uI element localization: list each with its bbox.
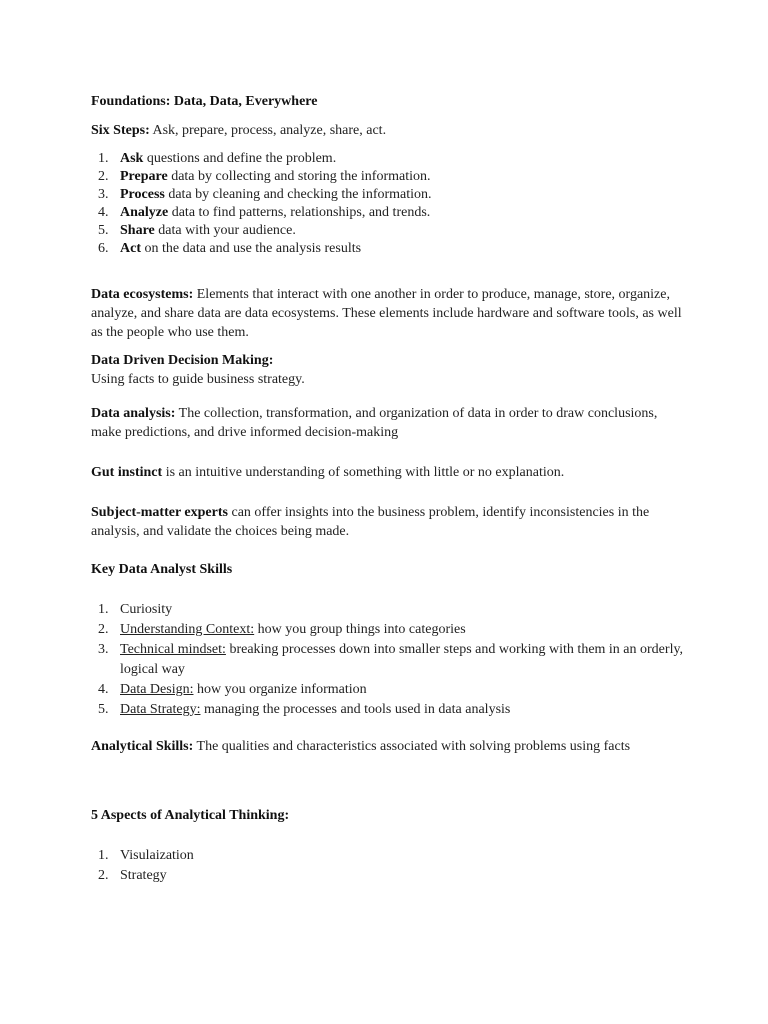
list-item: 6. Act on the data and use the analysis results [98, 241, 362, 256]
list-item: 2. Prepare data by collecting and storing the information. [98, 169, 431, 184]
document-page [91, 92, 691, 886]
skills-heading: Key Data Analyst Skills [91, 562, 233, 577]
six-steps-text: Ask, prepare, process, analyze, share, act. [149, 123, 387, 138]
list-item: 2. Strategy [98, 868, 167, 883]
analysis-paragraph: Data analysis: The collection, transformation, and organization of data in order to draw conclusions, make predictions, and drive informed decision-making [91, 406, 658, 440]
six-steps-label: Six Steps: [91, 123, 150, 138]
analytical-skills-paragraph: Analytical Skills: The qualities and characteristics associated with solving problems using facts [91, 739, 631, 754]
skills-list [91, 600, 691, 720]
ecosystems-paragraph: Data ecosystems: Elements that interact with one another in order to produce, manage, store, organize, analyze, and share data are data ecosystems. These elements include hardware and software tools, as well as the people who use them. [91, 287, 682, 340]
list-item: 5. Data Strategy: managing the processes and tools used in data analysis [98, 702, 511, 717]
aspects-heading: 5 Aspects of Analytical Thinking: [91, 808, 290, 823]
list-item: 3. Technical mindset: breaking processes down into smaller steps and working with them in an orderly, logical way [98, 642, 684, 677]
sme-paragraph: Subject-matter experts can offer insights into the business problem, identify inconsistencies in the analysis, and validate the choices being made. [91, 505, 650, 539]
list-item: 1. Curiosity [98, 602, 173, 617]
list-item: 3. Process data by cleaning and checking the information. [98, 187, 432, 202]
list-item: 2. Understanding Context: how you group things into categories [98, 622, 466, 637]
list-item: 4. Analyze data to find patterns, relationships, and trends. [98, 205, 431, 220]
document-title: Foundations: Data, Data, Everywhere [91, 94, 318, 109]
ddm-paragraph: Data Driven Decision Making: Using facts to guide business strategy. [91, 353, 305, 387]
list-item: 5. Share data with your audience. [98, 223, 296, 238]
list-item: 1. Ask questions and define the problem. [98, 151, 337, 166]
aspects-list [91, 846, 691, 886]
six-steps-paragraph [91, 121, 691, 140]
gut-instinct-paragraph: Gut instinct is an intuitive understanding of something with little or no explanation. [91, 465, 565, 480]
list-item: 4. Data Design: how you organize information [98, 682, 367, 697]
list-item: 1. Visulaization [98, 848, 194, 863]
steps-list [91, 150, 691, 258]
